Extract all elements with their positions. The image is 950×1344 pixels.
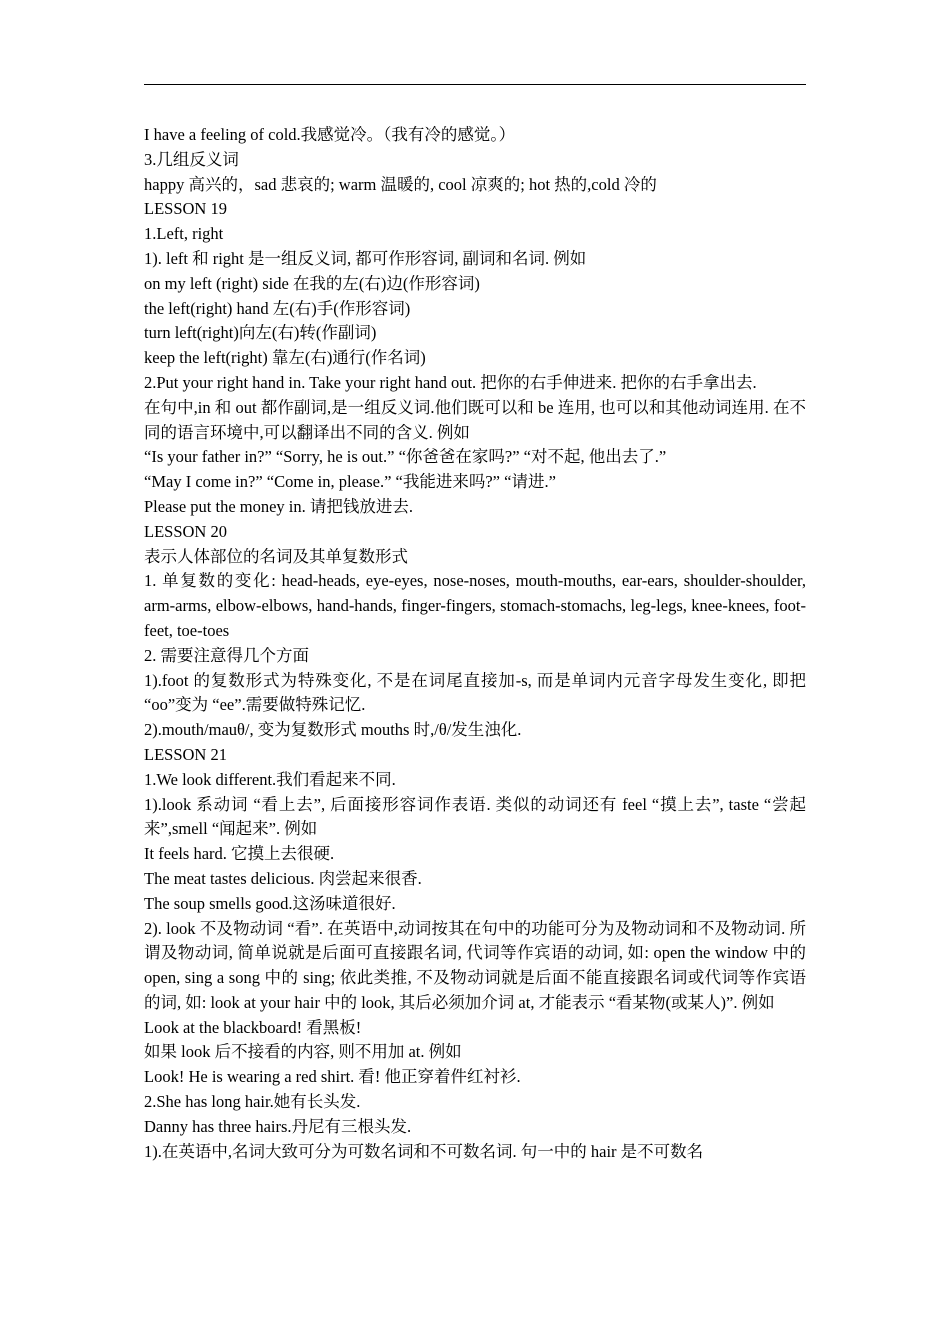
paragraph: 2).mouth/mauθ/, 变为复数形式 mouths 时,/θ/发生浊化. [144,720,522,740]
section-heading: 1.Left, right [144,224,224,244]
example-line: It feels hard. 它摸上去很硬. [144,844,335,864]
paragraph: 1).foot 的复数形式为特殊变化, 不是在词尾直接加-s, 而是单词内元音字母发生变化, 即把 “oo”变为 “ee”.需要做特殊记忆. [144,670,806,715]
example-line: “Is your father in?” “Sorry, he is out.” “你爸爸在家吗?” “对不起, 他出去了.” [144,447,667,467]
section-heading: 1.We look different.我们看起来不同. [144,769,396,789]
paragraph: 如果 look 后不接看的内容, 则不用加 at. 例如 [144,1042,462,1062]
example-line: Please put the money in. 请把钱放进去. [144,496,414,516]
lesson-heading: LESSON 19 [144,199,227,219]
example-line: “May I come in?” “Come in, please.” “我能进来吗?” “请进.” [144,472,556,492]
example-line: The soup smells good.这汤味道很好. [144,893,396,913]
example-line: keep the left(right) 靠左(右)通行(作名词) [144,348,426,368]
header-rule [144,84,806,85]
paragraph: 在句中,in 和 out 都作副词,是一组反义词.他们既可以和 be 连用, 也可以和其他动词连用. 在不同的语言环境中,可以翻译出不同的含义. 例如 [144,397,806,442]
document-body [144,123,806,1164]
section-heading: 3.几组反义词 [144,149,239,169]
section-heading: 2. 需要注意得几个方面 [144,645,309,665]
example-line: Danny has three hairs.丹尼有三根头发. [144,1116,412,1136]
section-heading: 表示人体部位的名词及其单复数形式 [144,546,408,566]
example-line: on my left (right) side 在我的左(右)边(作形容词) [144,273,480,293]
paragraph: 2.Put your right hand in. Take your right hand out. 把你的右手伸进来. 把你的右手拿出去. [144,372,757,392]
paragraph: 1).在英语中,名词大致可分为可数名词和不可数名词. 句一中的 hair 是不可数名 [144,1141,704,1161]
paragraph: 1. 单复数的变化: head-heads, eye-eyes, nose-noses, mouth-mouths, ear-ears, shoulder-shoulder, arm-arms, elbow-elbows, hand-hands, finger-fingers, stomach-stomachs, leg-legs, knee-knees, foot-feet, toe-toes [144,571,806,640]
lesson-heading: LESSON 20 [144,521,227,541]
lesson-heading: LESSON 21 [144,744,227,764]
section-heading: 2.She has long hair.她有长头发. [144,1092,361,1112]
paragraph: 2). look 不及物动词 “看”. 在英语中,动词按其在句中的功能可分为及物动词和不及物动词. 所谓及物动词, 简单说就是后面可直接跟名词, 代词等作宾语的动词, 如: open the window 中的 open, sing a song 中的 sing; 依此类推, 不及物动词就是后面不能直接跟名词或代词等作宾语的词, 如: look at your hair 中的 look, 其后必须加介词 at, 才能表示 “看某物(或某人)”. 例如 [144,918,806,1012]
example-line: turn left(right)向左(右)转(作副词) [144,323,377,343]
example-line: the left(right) hand 左(右)手(作形容词) [144,298,411,318]
paragraph: I have a feeling of cold.我感觉冷。（我有冷的感觉。） [144,125,516,144]
example-line: The meat tastes delicious. 肉尝起来很香. [144,868,422,888]
paragraph: 1).look 系动词 “看上去”, 后面接形容词作表语. 类似的动词还有 feel “摸上去”, taste “尝起来”,smell “闻起来”. 例如 [144,794,806,839]
example-line: Look! He is wearing a red shirt. 看! 他正穿着件红衬衫. [144,1067,521,1087]
paragraph: 1). left 和 right 是一组反义词, 都可作形容词, 副词和名词. 例如 [144,248,587,268]
paragraph: happy 高兴的，sad 悲哀的; warm 温暖的, cool 凉爽的; hot 热的,cold 冷的 [144,174,657,194]
example-line: Look at the blackboard! 看黑板! [144,1017,362,1037]
